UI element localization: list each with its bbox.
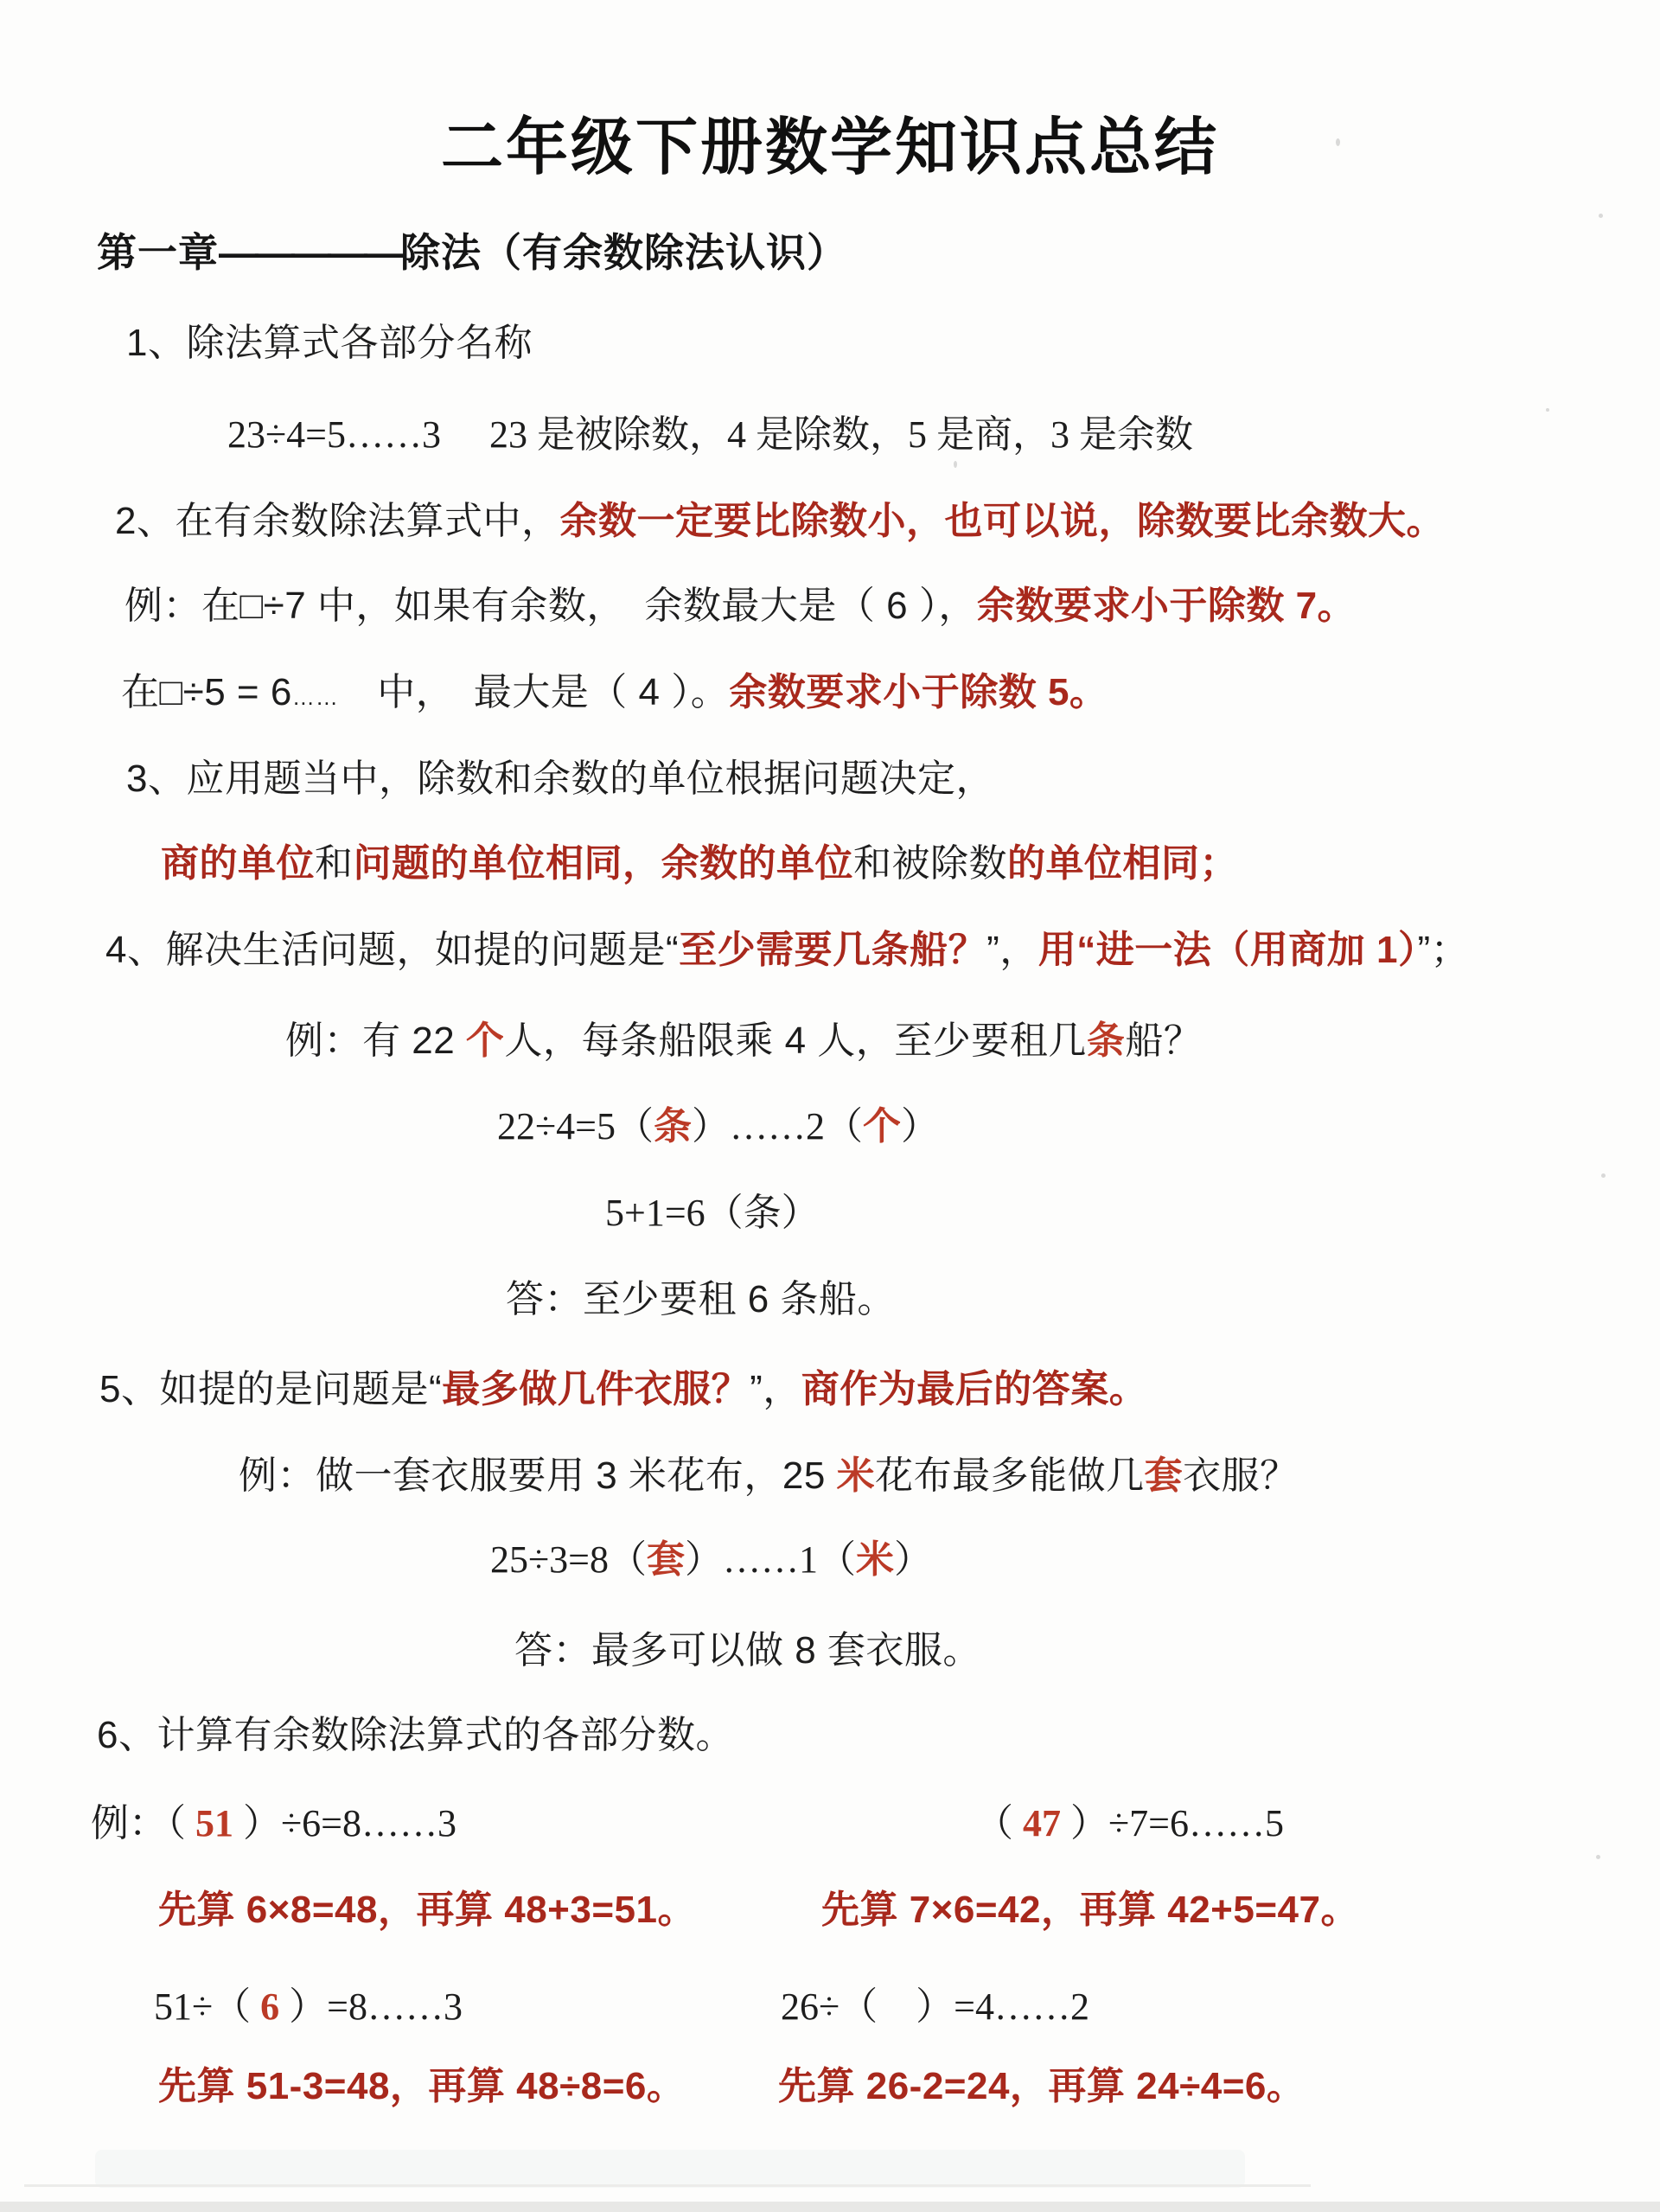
item6-left-step2: 先算 51-3=48，再算 48÷8=6。 — [158, 2065, 686, 2107]
item4-example-d: 条 — [1086, 1020, 1126, 1062]
item2-example2-pre: 在□÷5 = 6 — [121, 671, 292, 713]
item6-left-eq1-num: 51 — [186, 1802, 243, 1844]
item6-right-eq1-a: （ — [975, 1802, 1013, 1844]
scan-speck — [1336, 138, 1340, 146]
item1-explanation: 23 是被除数，4 是除数，5 是商，3 是余数 — [488, 413, 1193, 456]
chapter-dash: ————— — [219, 230, 400, 275]
item6-right-eq1-num: 47 — [1013, 1802, 1070, 1844]
item4-eq1-a: 22÷4=5（ — [497, 1105, 654, 1148]
item5-lead: 5、如提的是问题是“ — [99, 1368, 443, 1410]
chapter-title: 除法（有余数除法认识） — [400, 230, 847, 275]
item3-seg-red3: 的单位相同； — [1007, 842, 1238, 885]
item3-rule-line — [161, 839, 1238, 888]
item2-rule-red: 余数一定要比除数小，也可以说，除数要比余数大。 — [559, 500, 1445, 542]
item6-heading: 6、计算有余数除法算式的各部分数。 — [97, 1714, 734, 1756]
chapter-label: 第一章 — [97, 230, 219, 275]
item5-eq-e: ） — [893, 1538, 932, 1581]
item4-equation1-line — [497, 1102, 939, 1151]
item2-example2-dots: …… — [291, 684, 339, 710]
item6-left-eq1-a: 例：（ — [91, 1802, 186, 1844]
item5-example-b: 米 — [836, 1454, 876, 1497]
item4-red2: 用“进一法（用商加 1） — [1038, 929, 1418, 971]
scan-speck — [954, 461, 957, 468]
item4-lead: 4、解决生活问题，如提的问题是“ — [105, 929, 680, 971]
item6-left-equation2 — [154, 1982, 463, 2031]
item5-example-e: 衣服？ — [1183, 1454, 1299, 1497]
scan-speck — [1546, 408, 1549, 412]
item6-left-step1: 先算 6×8=48，再算 48+3=51。 — [158, 1889, 696, 1931]
chapter-heading — [97, 221, 847, 278]
item4-eq1-d: 个 — [862, 1105, 901, 1148]
item5-example-line — [239, 1451, 1299, 1500]
item4-eq1-c: ）……2（ — [691, 1105, 863, 1148]
item5-eq-c: ）……1（ — [684, 1538, 856, 1581]
item3-seg-red1: 商的单位 — [161, 842, 315, 885]
item6-left-eq1-b: ）÷6=8……3 — [243, 1802, 456, 1844]
page-bottom-edge — [0, 2202, 1660, 2212]
scan-speck — [1601, 1173, 1606, 1178]
item2-example2-red: 余数要求小于除数 5。 — [729, 671, 1108, 713]
item6-right-step2: 先算 26-2=24，再算 24÷4=6。 — [778, 2065, 1306, 2107]
item4-example-c: 人，每条船限乘 4 人，至少要租几 — [504, 1020, 1087, 1062]
page-bottom-rule — [24, 2184, 1311, 2187]
item5-example-a: 例：做一套衣服要用 3 米花布，25 — [239, 1454, 837, 1497]
item2-example2-mid: 中， 最大是（ 4 ）。 — [338, 671, 730, 713]
item3-seg-black1: 和 — [315, 842, 354, 885]
scan-speck — [1599, 214, 1603, 218]
item3-seg-black2: 和被除数 — [853, 842, 1007, 885]
item6-left-equation1 — [91, 1799, 456, 1848]
page-bottom-ghosting — [95, 2150, 1245, 2188]
item6-right-eq1-b: ）÷7=6……5 — [1070, 1802, 1284, 1844]
page-title: 二年级下册数学知识点总结 — [440, 113, 1219, 182]
item5-example-c: 花布最多能做几 — [875, 1454, 1145, 1497]
item3-heading: 3、应用题当中，除数和余数的单位根据问题决定， — [126, 758, 994, 800]
item5-rule-line — [99, 1365, 1147, 1414]
item4-example-line — [285, 1016, 1202, 1065]
item6-right-step1: 先算 7×6=42，再算 42+5=47。 — [821, 1889, 1359, 1931]
item4-eq1-e: ） — [900, 1105, 939, 1148]
item5-red2: 商作为最后的答案。 — [801, 1368, 1148, 1410]
scan-speck — [1596, 1855, 1600, 1859]
item4-example-a: 例：有 22 — [285, 1020, 466, 1062]
item4-example-b: 个 — [465, 1020, 505, 1062]
item2-rule-line — [115, 496, 1445, 546]
item4-equation2-line: 5+1=6（条） — [605, 1192, 820, 1234]
item1-heading: 1、除法算式各部分名称 — [126, 322, 533, 364]
item5-eq-a: 25÷3=8（ — [490, 1538, 647, 1581]
item6-right-equation2: 26÷（ ）=4……2 — [781, 1985, 1089, 2028]
item2-lead: 2、在有余数除法算式中， — [115, 500, 560, 542]
item5-answer-line: 答：最多可以做 8 套衣服。 — [514, 1629, 981, 1672]
item4-tail: ”； — [1417, 929, 1470, 971]
item5-eq-d: 米 — [855, 1538, 894, 1581]
item6-left-eq2-num: 6 — [251, 1985, 290, 2028]
item6-left-eq2-b: ）=8……3 — [289, 1985, 463, 2028]
item5-red1: 最多做几件衣服？ — [442, 1368, 750, 1410]
item4-mid: ”， — [986, 929, 1038, 971]
item1-example-line — [227, 410, 1193, 459]
item5-equation-line — [490, 1535, 932, 1584]
item5-example-d: 套 — [1144, 1454, 1184, 1497]
item1-equation: 23÷4=5……3 — [227, 413, 441, 456]
item3-seg-red2: 问题的单位相同，余数的单位 — [353, 842, 853, 885]
item2-example1-line — [124, 581, 1356, 630]
item5-eq-b: 套 — [646, 1538, 685, 1581]
item2-example1-red: 余数要求小于除数 7。 — [976, 585, 1357, 627]
item4-red1: 至少需要几条船？ — [679, 929, 987, 971]
item6-right-equation1 — [975, 1799, 1284, 1848]
item2-example2-line — [121, 668, 1108, 717]
item4-answer-line: 答：至少要租 6 条船。 — [506, 1278, 896, 1320]
item6-left-eq2-a: 51÷（ — [154, 1985, 252, 2028]
item2-example1-black: 例：在□÷7 中，如果有余数， 余数最大是（ 6 ）， — [124, 585, 977, 627]
item4-eq1-b: 条 — [653, 1105, 692, 1148]
item4-example-e: 船？ — [1125, 1020, 1203, 1062]
item5-mid: ”， — [750, 1368, 801, 1410]
item4-rule-line — [105, 925, 1469, 975]
